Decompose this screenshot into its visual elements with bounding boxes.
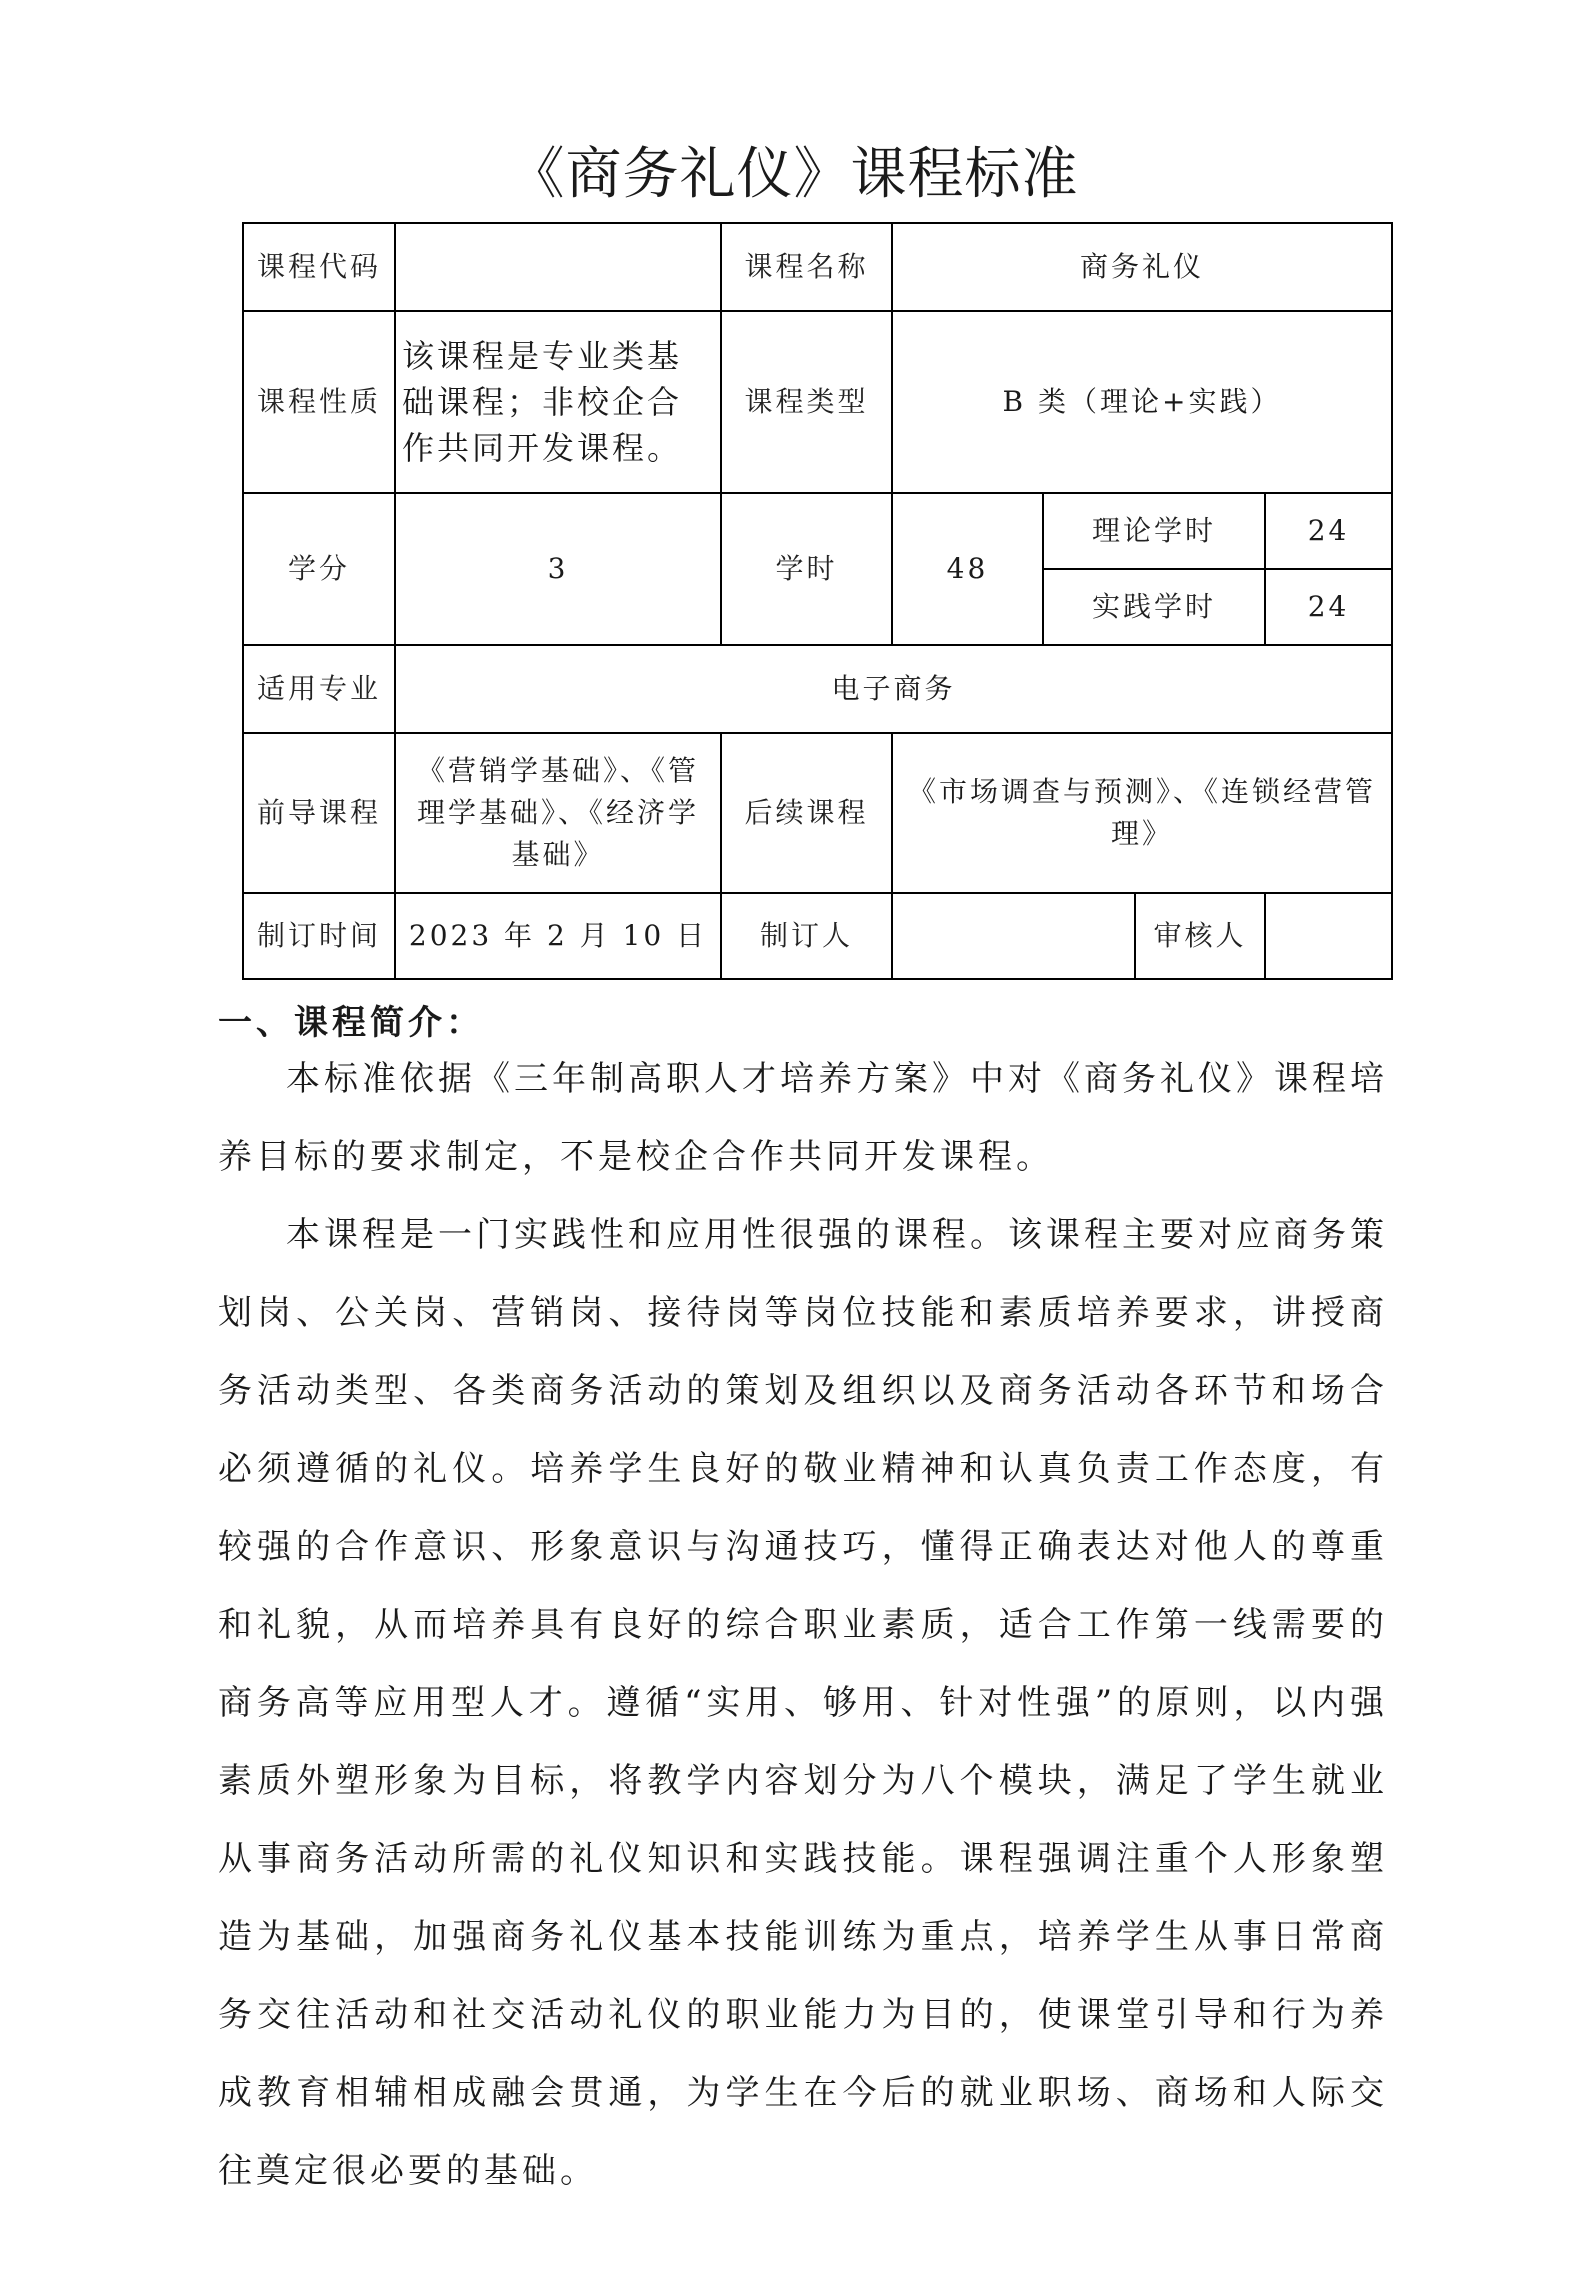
course-type-value: B 类（理论+实践） <box>892 311 1392 493</box>
reviewer-label: 审核人 <box>1135 893 1265 979</box>
table-row <box>243 311 1392 493</box>
hours-label: 学时 <box>721 493 892 645</box>
theory-hours-label: 理论学时 <box>1043 493 1265 569</box>
major-label: 适用专业 <box>243 645 395 733</box>
hours-value: 48 <box>892 493 1043 645</box>
table-row <box>243 893 1392 979</box>
course-nature-label: 课程性质 <box>243 311 395 493</box>
theory-hours-value: 24 <box>1265 493 1392 569</box>
section-heading: 一、课程简介： <box>218 1003 484 1043</box>
course-type-label: 课程类型 <box>721 311 892 493</box>
course-info-table <box>242 222 1393 980</box>
table-row <box>243 223 1392 311</box>
author-value <box>892 893 1135 979</box>
practice-hours-label: 实践学时 <box>1043 569 1265 645</box>
reviewer-value <box>1265 893 1392 979</box>
followup-label: 后续课程 <box>721 733 892 893</box>
course-name-label: 课程名称 <box>721 223 892 311</box>
course-code-value <box>395 223 721 311</box>
course-name-value: 商务礼仪 <box>892 223 1392 311</box>
author-label: 制订人 <box>721 893 892 979</box>
followup-value: 《市场调查与预测》、《连锁经营管理》 <box>892 733 1392 893</box>
prereq-value: 《营销学基础》、《管理学基础》、《经济学基础》 <box>395 733 721 893</box>
practice-hours-value: 24 <box>1265 569 1392 645</box>
credit-value: 3 <box>395 493 721 645</box>
course-nature-value: 该课程是专业类基础课程；非校企合作共同开发课程。 <box>395 311 721 493</box>
date-label: 制订时间 <box>243 893 395 979</box>
date-value: 2023 年 2 月 10 日 <box>395 893 721 979</box>
major-value: 电子商务 <box>395 645 1392 733</box>
table-row <box>243 493 1392 569</box>
page-title: 《商务礼仪》课程标准 <box>508 142 1079 207</box>
course-code-label: 课程代码 <box>243 223 395 311</box>
paragraph: 本标准依据《三年制高职人才培养方案》中对《商务礼仪》课程培养目标的要求制定，不是校企合作共同开发课程。 <box>218 1059 1388 1177</box>
credit-label: 学分 <box>243 493 395 645</box>
paragraph: 本课程是一门实践性和应用性很强的课程。该课程主要对应商务策划岗、公关岗、营销岗、接待岗等岗位技能和素质培养要求，讲授商务活动类型、各类商务活动的策划及组织以及商务活动各环节和场合必须遵循的礼仪。培养学生良好的敬业精神和认真负责工作态度，有较强的合作意识、形象意识与沟通技巧，懂得正确表达对他人的尊重和礼貌，从而培养具有良好的综合职业素质，适合工作第一线需要的商务高等应用型人才。遵循“实用、够用、针对性强”的原则，以内强素质外塑形象为目标，将教学内容划分为八个模块，满足了学生就业从事商务活动所需的礼仪知识和实践技能。课程强调注重个人形象塑造为基础，加强商务礼仪基本技能训练为重点，培养学生从事日常商务交往活动和社交活动礼仪的职业能力为目的，使课堂引导和行为养成教育相辅相成融会贯通，为学生在今后的就业职场、商场和人际交往奠定很必要的基础。 <box>218 1215 1388 2191</box>
table-row <box>243 645 1392 733</box>
table-row <box>243 733 1392 893</box>
section-body <box>218 1040 1388 2210</box>
prereq-label: 前导课程 <box>243 733 395 893</box>
